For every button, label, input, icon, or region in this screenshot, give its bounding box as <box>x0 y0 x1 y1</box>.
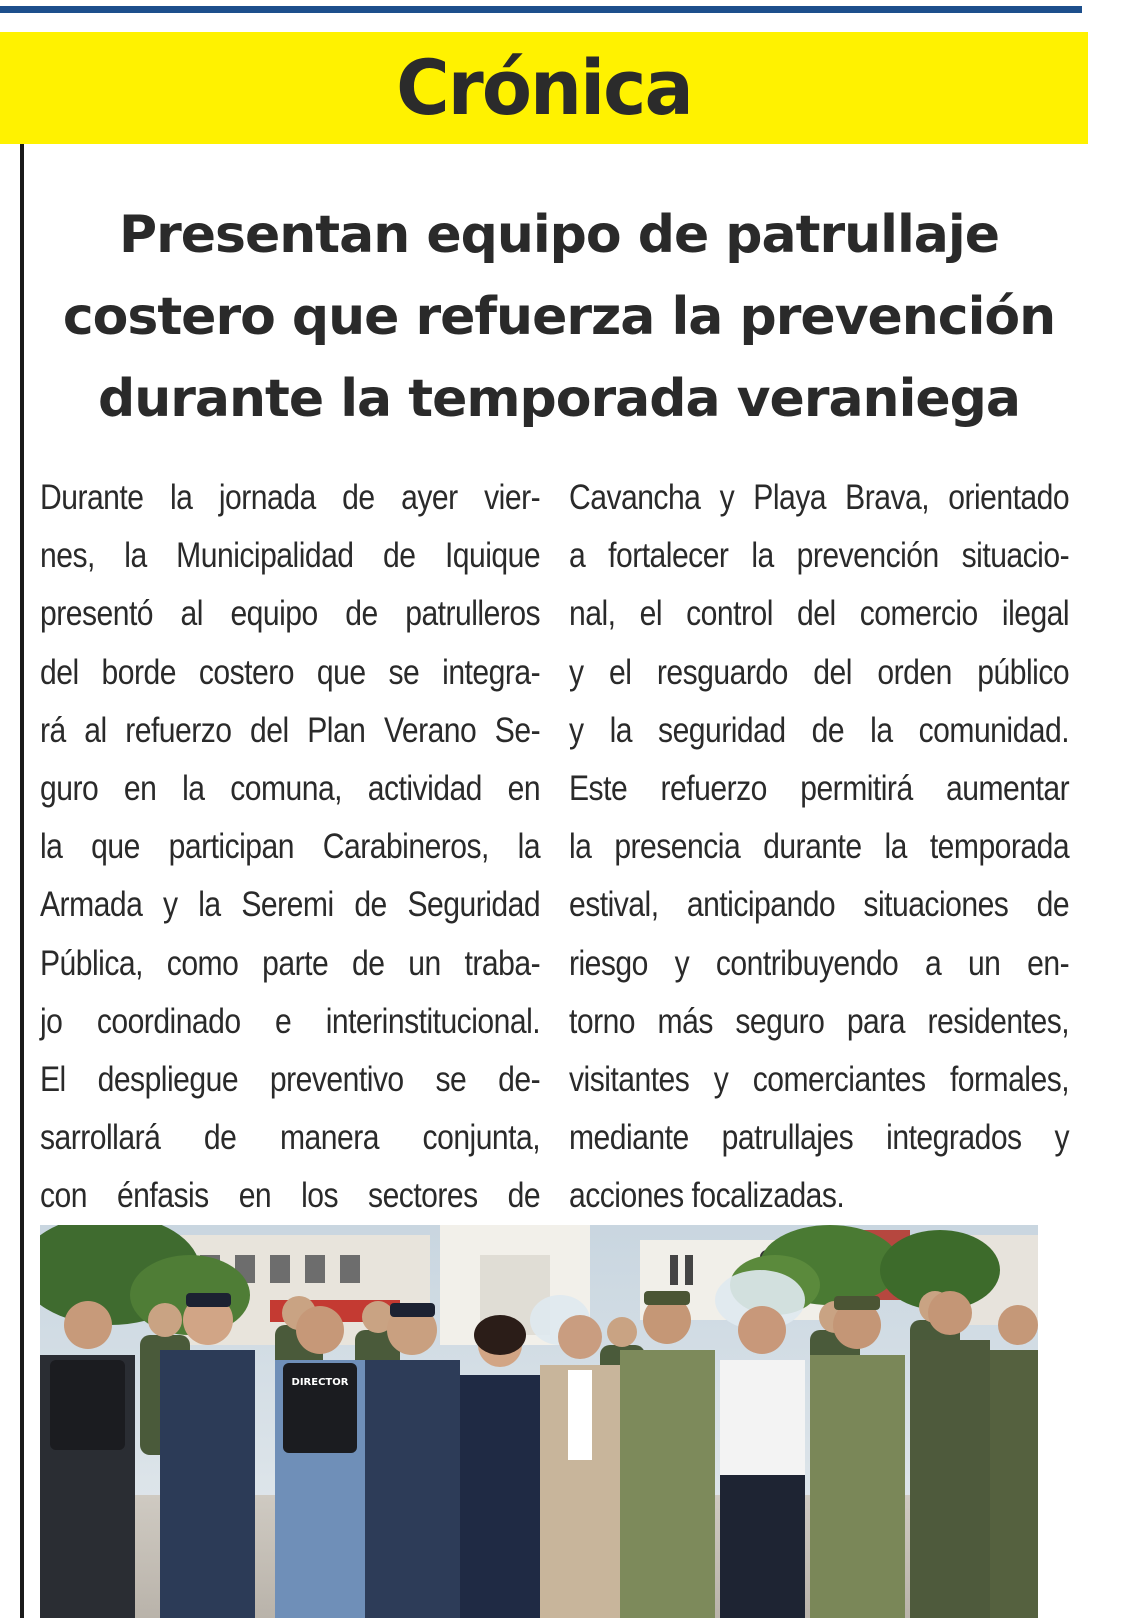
headline-line: costero que refuerza la prevención <box>62 287 1056 347</box>
body-line: El despliegue preventivo se de- <box>40 1060 541 1100</box>
group-photo-illustration <box>40 1225 1038 1618</box>
body-line: acciones focalizadas. <box>569 1176 845 1216</box>
left-column-rule <box>20 144 24 1618</box>
section-title: Crónica <box>396 43 692 132</box>
body-line: Armada y la Seremi de Seguridad <box>40 885 541 925</box>
body-line: a fortalecer la prevención situacio- <box>569 536 1070 576</box>
body-line: con énfasis en los sectores de <box>40 1176 541 1216</box>
body-line: y la seguridad de la comunidad. <box>569 710 1070 750</box>
body-line: sarrollará de manera conjunta, <box>40 1118 541 1158</box>
body-line: visitantes y comerciantes formales, <box>569 1060 1070 1100</box>
body-line: estival, anticipando situaciones de <box>569 885 1070 925</box>
body-line: Pública, como parte de un traba- <box>40 943 541 983</box>
body-line: rá al refuerzo del Plan Verano Se- <box>40 710 541 750</box>
headline-line: durante la temporada veraniega <box>98 369 1020 429</box>
body-line: la que participan Carabineros, la <box>40 827 541 867</box>
article-photo <box>40 1225 1038 1618</box>
body-line: guro en la comuna, actividad en <box>40 769 541 809</box>
body-line: Este refuerzo permitirá aumentar <box>569 769 1070 809</box>
headline-line: Presentan equipo de patrullaje <box>119 205 999 265</box>
body-line: riesgo y contribuyendo a un en- <box>569 943 1070 983</box>
article-headline <box>30 194 1088 440</box>
top-rule <box>0 6 1082 13</box>
body-line: torno más seguro para residentes, <box>569 1001 1070 1041</box>
body-line: nes, la Municipalidad de Iquique <box>40 536 541 576</box>
body-line: y el resguardo del orden público <box>569 652 1070 692</box>
body-line: presentó al equipo de patrulleros <box>40 594 541 634</box>
body-line: jo coordinado e interinstitucional. <box>40 1001 541 1041</box>
article-body-right-column <box>569 469 1069 1226</box>
section-banner <box>0 32 1088 144</box>
body-line: nal, el control del comercio ilegal <box>569 594 1070 634</box>
body-line: Cavancha y Playa Brava, orientado <box>569 478 1070 517</box>
body-line: Durante la jornada de ayer vier- <box>40 478 541 517</box>
vest-label: DIRECTOR <box>291 1377 349 1388</box>
body-line: mediante patrullajes integrados y <box>569 1118 1070 1158</box>
body-line: del borde costero que se integra- <box>40 652 541 692</box>
article-body-left-column <box>40 469 540 1226</box>
body-line: la presencia durante la temporada <box>569 827 1070 867</box>
